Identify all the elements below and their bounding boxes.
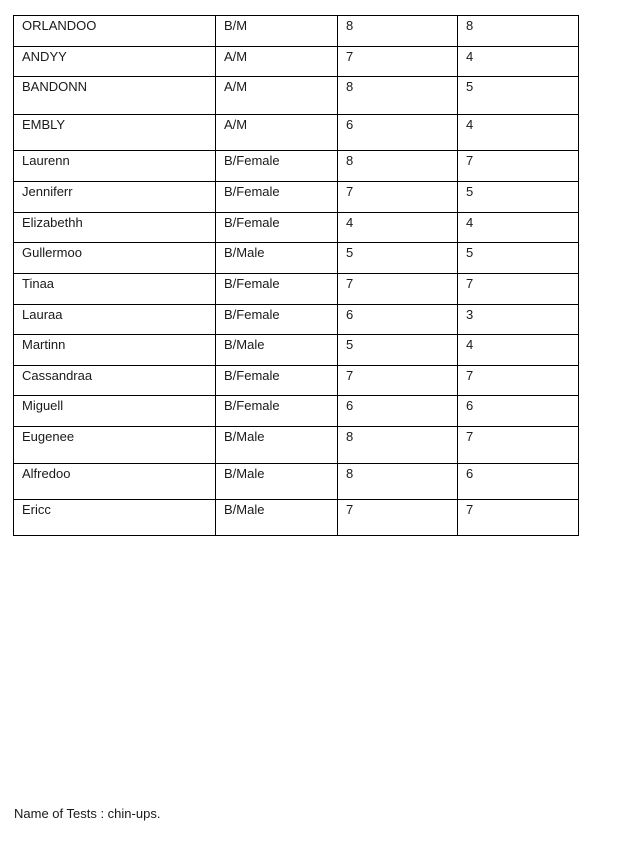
name-cell: BANDONN: [14, 77, 216, 115]
score2-cell: 6: [458, 396, 579, 427]
table-row: [14, 16, 579, 47]
score2-cell: 3: [458, 305, 579, 335]
score1-cell: 7: [338, 274, 458, 305]
name-cell: ORLANDOO: [14, 16, 216, 47]
group-cell: B/Female: [216, 396, 338, 427]
table-row: [14, 366, 579, 396]
score1-cell: 6: [338, 305, 458, 335]
table-row: [14, 427, 579, 464]
group-cell: B/Male: [216, 500, 338, 536]
score2-cell: 4: [458, 335, 579, 366]
score1-cell: 7: [338, 366, 458, 396]
score2-cell: 7: [458, 366, 579, 396]
table-row: [14, 396, 579, 427]
score2-cell: 7: [458, 274, 579, 305]
score1-cell: 7: [338, 500, 458, 536]
score1-cell: 5: [338, 335, 458, 366]
table-row: [14, 243, 579, 274]
name-cell: Tinaa: [14, 274, 216, 305]
score2-cell: 4: [458, 213, 579, 243]
score1-cell: 5: [338, 243, 458, 274]
name-cell: Eugenee: [14, 427, 216, 464]
group-cell: A/M: [216, 115, 338, 151]
name-cell: Elizabethh: [14, 213, 216, 243]
score1-cell: 8: [338, 464, 458, 500]
table-row: [14, 182, 579, 213]
table-row: [14, 274, 579, 305]
score2-cell: 7: [458, 427, 579, 464]
table-row: [14, 305, 579, 335]
table-row: [14, 213, 579, 243]
score2-cell: 5: [458, 243, 579, 274]
name-cell: Cassandraa: [14, 366, 216, 396]
group-cell: B/Female: [216, 182, 338, 213]
group-cell: B/Male: [216, 335, 338, 366]
test-name-caption: Name of Tests : chin-ups.: [14, 806, 161, 821]
name-cell: ANDYY: [14, 47, 216, 77]
group-cell: B/Male: [216, 243, 338, 274]
table-row: [14, 335, 579, 366]
table-row: [14, 115, 579, 151]
score1-cell: 7: [338, 182, 458, 213]
score1-cell: 8: [338, 16, 458, 47]
group-cell: B/Female: [216, 213, 338, 243]
name-cell: Ericc: [14, 500, 216, 536]
name-cell: Laurenn: [14, 151, 216, 182]
name-cell: Jenniferr: [14, 182, 216, 213]
table-row: [14, 464, 579, 500]
table-row: [14, 47, 579, 77]
score1-cell: 4: [338, 213, 458, 243]
group-cell: B/Female: [216, 151, 338, 182]
score1-cell: 6: [338, 115, 458, 151]
group-cell: B/Male: [216, 427, 338, 464]
results-table: [13, 15, 579, 536]
name-cell: Gullermoo: [14, 243, 216, 274]
name-cell: Lauraa: [14, 305, 216, 335]
score2-cell: 4: [458, 47, 579, 77]
score2-cell: 5: [458, 182, 579, 213]
score1-cell: 7: [338, 47, 458, 77]
group-cell: A/M: [216, 77, 338, 115]
group-cell: B/Female: [216, 305, 338, 335]
table-row: [14, 151, 579, 182]
name-cell: Miguell: [14, 396, 216, 427]
group-cell: B/M: [216, 16, 338, 47]
table-row: [14, 500, 579, 536]
group-cell: A/M: [216, 47, 338, 77]
score1-cell: 6: [338, 396, 458, 427]
name-cell: Alfredoo: [14, 464, 216, 500]
score2-cell: 6: [458, 464, 579, 500]
score2-cell: 5: [458, 77, 579, 115]
score2-cell: 7: [458, 151, 579, 182]
score2-cell: 8: [458, 16, 579, 47]
group-cell: B/Female: [216, 366, 338, 396]
table-row: [14, 77, 579, 115]
score1-cell: 8: [338, 151, 458, 182]
score2-cell: 7: [458, 500, 579, 536]
group-cell: B/Male: [216, 464, 338, 500]
name-cell: Martinn: [14, 335, 216, 366]
score1-cell: 8: [338, 77, 458, 115]
score2-cell: 4: [458, 115, 579, 151]
score1-cell: 8: [338, 427, 458, 464]
group-cell: B/Female: [216, 274, 338, 305]
name-cell: EMBLY: [14, 115, 216, 151]
